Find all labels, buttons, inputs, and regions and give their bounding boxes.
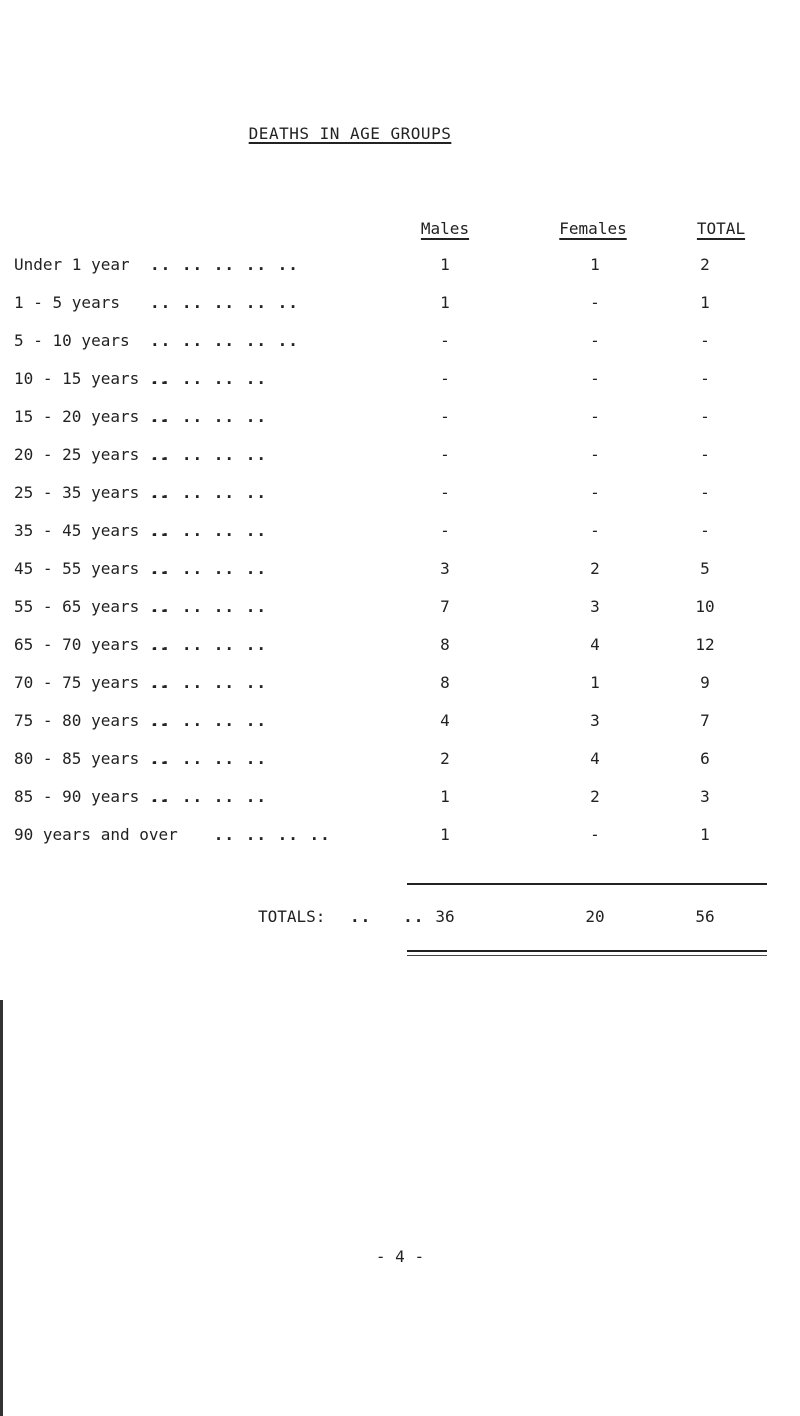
row-leader-dots: .. .. .. .. .. — [150, 255, 299, 274]
table-row — [0, 331, 800, 369]
row-label: 70 - 75 years .. — [14, 673, 169, 692]
row-label: 25 - 35 years .. — [14, 483, 169, 502]
table-row — [0, 293, 800, 331]
females-value: 3 — [590, 711, 600, 730]
females-value: - — [590, 825, 600, 844]
header-total: TOTAL — [696, 219, 746, 238]
row-label: Under 1 year — [14, 255, 130, 274]
totals-rule-bottom-second — [407, 955, 767, 956]
males-value: 3 — [440, 559, 450, 578]
table-row — [0, 559, 800, 597]
header-males: Males — [420, 219, 470, 238]
total-value: - — [700, 445, 710, 464]
females-value: - — [590, 293, 600, 312]
table-row — [0, 521, 800, 559]
table-row — [0, 483, 800, 521]
total-value: 2 — [700, 255, 710, 274]
total-value: 12 — [695, 635, 715, 654]
totals-males: 36 — [435, 907, 455, 926]
totals-leader: .. .. — [350, 907, 425, 926]
row-label: 35 - 45 years .. — [14, 521, 169, 540]
table-row — [0, 673, 800, 711]
row-label: 55 - 65 years .. — [14, 597, 169, 616]
row-leader-dots: .. .. .. .. — [150, 521, 267, 540]
total-value: 9 — [700, 673, 710, 692]
females-value: - — [590, 369, 600, 388]
row-label: 1 - 5 years — [14, 293, 120, 312]
total-value: 3 — [700, 787, 710, 806]
row-label: 10 - 15 years .. — [14, 369, 169, 388]
males-value: 4 — [440, 711, 450, 730]
row-leader-dots: .. .. .. .. .. — [150, 293, 299, 312]
table-row — [0, 749, 800, 787]
total-value: 7 — [700, 711, 710, 730]
males-value: - — [440, 369, 450, 388]
total-value: - — [700, 483, 710, 502]
row-label: 20 - 25 years .. — [14, 445, 169, 464]
males-value: 1 — [440, 293, 450, 312]
females-value: - — [590, 483, 600, 502]
females-value: - — [590, 521, 600, 540]
row-leader-dots: .. .. .. .. — [150, 407, 267, 426]
table-row — [0, 445, 800, 483]
row-leader-dots: .. .. .. .. — [150, 749, 267, 768]
males-value: 1 — [440, 787, 450, 806]
page-edge-shadow — [0, 1000, 3, 1416]
females-value: 1 — [590, 255, 600, 274]
males-value: - — [440, 331, 450, 350]
total-value: - — [700, 521, 710, 540]
page-number: - 4 - — [375, 1247, 425, 1266]
row-leader-dots: .. .. .. .. — [150, 483, 267, 502]
total-value: 10 — [695, 597, 715, 616]
females-value: 2 — [590, 559, 600, 578]
table-row — [0, 597, 800, 635]
row-leader-dots: .. .. .. .. — [150, 369, 267, 388]
row-leader-dots: .. .. .. .. — [150, 787, 267, 806]
males-value: 1 — [440, 255, 450, 274]
row-label: 85 - 90 years .. — [14, 787, 169, 806]
females-value: - — [590, 331, 600, 350]
table-row — [0, 787, 800, 825]
table-row — [0, 407, 800, 445]
row-label: 15 - 20 years .. — [14, 407, 169, 426]
total-value: - — [700, 331, 710, 350]
row-leader-dots: .. .. .. .. — [150, 825, 331, 844]
totals-females: 20 — [585, 907, 605, 926]
row-leader-dots: .. .. .. .. — [150, 673, 267, 692]
totals-row — [0, 907, 800, 937]
totals-label: TOTALS: — [258, 907, 326, 926]
females-value: 3 — [590, 597, 600, 616]
total-value: 6 — [700, 749, 710, 768]
totals-rule-bottom — [407, 950, 767, 952]
total-value: 1 — [700, 825, 710, 844]
females-value: 2 — [590, 787, 600, 806]
row-leader-dots: .. .. .. .. — [150, 445, 267, 464]
row-label: 45 - 55 years .. — [14, 559, 169, 578]
females-value: - — [590, 407, 600, 426]
females-value: - — [590, 445, 600, 464]
row-label: 5 - 10 years — [14, 331, 130, 350]
males-value: 8 — [440, 635, 450, 654]
total-value: 1 — [700, 293, 710, 312]
males-value: 1 — [440, 825, 450, 844]
total-value: - — [700, 369, 710, 388]
row-leader-dots: .. .. .. .. — [150, 635, 267, 654]
row-leader-dots: .. .. .. .. .. — [150, 331, 299, 350]
row-label: 75 - 80 years .. — [14, 711, 169, 730]
table-row — [0, 369, 800, 407]
totals-rule-top — [407, 883, 767, 885]
males-value: - — [440, 521, 450, 540]
males-value: - — [440, 483, 450, 502]
females-value: 4 — [590, 749, 600, 768]
males-value: - — [440, 407, 450, 426]
row-label: 65 - 70 years .. — [14, 635, 169, 654]
total-value: - — [700, 407, 710, 426]
females-value: 1 — [590, 673, 600, 692]
age-group-table — [0, 255, 800, 863]
row-leader-dots: .. .. .. .. — [150, 559, 267, 578]
header-females: Females — [559, 219, 627, 238]
table-row — [0, 711, 800, 749]
table-row — [0, 255, 800, 293]
females-value: 4 — [590, 635, 600, 654]
table-row — [0, 635, 800, 673]
row-label: 90 years and over — [14, 825, 178, 844]
row-leader-dots: .. .. .. .. — [150, 711, 267, 730]
males-value: - — [440, 445, 450, 464]
males-value: 8 — [440, 673, 450, 692]
total-value: 5 — [700, 559, 710, 578]
row-leader-dots: .. .. .. .. — [150, 597, 267, 616]
table-row — [0, 825, 800, 863]
page-title: DEATHS IN AGE GROUPS — [248, 124, 452, 143]
males-value: 7 — [440, 597, 450, 616]
males-value: 2 — [440, 749, 450, 768]
totals-total: 56 — [695, 907, 715, 926]
row-label: 80 - 85 years .. — [14, 749, 169, 768]
